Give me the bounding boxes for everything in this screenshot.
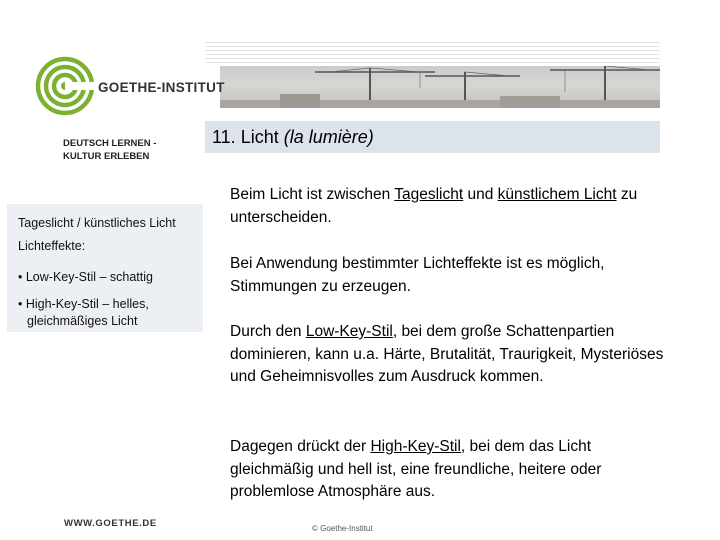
sidebar-item-tageslicht: Tageslicht / künstliches Licht [18, 216, 176, 230]
p3-text-b: , bei dem große Schattenpartien dominieren, kann u.a. Härte, Brutalität, Traurigkeit, Mysteriöses und Geheimnisvolles zum Ausdruck kommen. [230, 323, 664, 385]
link-kuenstliches-licht[interactable]: künstlichem Licht [497, 186, 617, 203]
paragraph-4 [230, 436, 675, 504]
footer-url: WWW.GOETHE.DE [64, 518, 157, 529]
p1-text-c: zu unterscheiden. [230, 186, 638, 226]
logo-wordmark: GOETHE-INSTITUT [98, 80, 225, 95]
slide-title [212, 127, 374, 148]
tagline-line-2: KULTUR ERLEBEN [63, 151, 150, 162]
sidebar-item-lichteffekte: Lichteffekte: [18, 239, 86, 253]
header-stripes [205, 42, 660, 66]
p1-text-b: und [463, 186, 498, 203]
sidebar-item-high-key: • High-Key-Stil – helles, [18, 297, 149, 311]
paragraph-2: Bei Anwendung bestimmter Lichteffekte ist es möglich, Stimmungen zu erzeugen. [230, 255, 605, 295]
logo-tagline [63, 137, 156, 163]
p4-text-a: Dagegen drückt der [230, 438, 371, 455]
link-tageslicht[interactable]: Tageslicht [394, 186, 464, 203]
p1-text-a: Beim Licht ist zwischen [230, 186, 395, 203]
paragraph-1 [230, 184, 675, 229]
crane-silhouettes [220, 66, 660, 108]
sidebar-item-low-key: • Low-Key-Stil – schattig [18, 270, 153, 284]
tagline-line-1: DEUTSCH LERNEN - [63, 138, 157, 149]
link-low-key-stil[interactable]: Low-Key-Stil [305, 323, 393, 340]
footer-copyright: © Goethe-Institut [312, 524, 373, 533]
slide-title-main: 11. Licht [212, 127, 279, 147]
sidebar-item-high-key-cont: gleichmäßiges Licht [27, 314, 138, 328]
slide-title-italic: (la lumière) [283, 127, 374, 147]
paragraph-3 [230, 321, 675, 389]
p4-text-b: , bei dem das Licht gleichmäßig und hell ist, eine freundliche, heitere oder problemlose Atmosphäre aus. [230, 438, 602, 500]
goethe-logo-icon [35, 56, 95, 116]
p3-text-a: Durch den [230, 323, 306, 340]
header-photo-cranes [220, 66, 660, 108]
sidebar-topics [7, 204, 203, 332]
link-high-key-stil[interactable]: High-Key-Stil [370, 438, 461, 455]
